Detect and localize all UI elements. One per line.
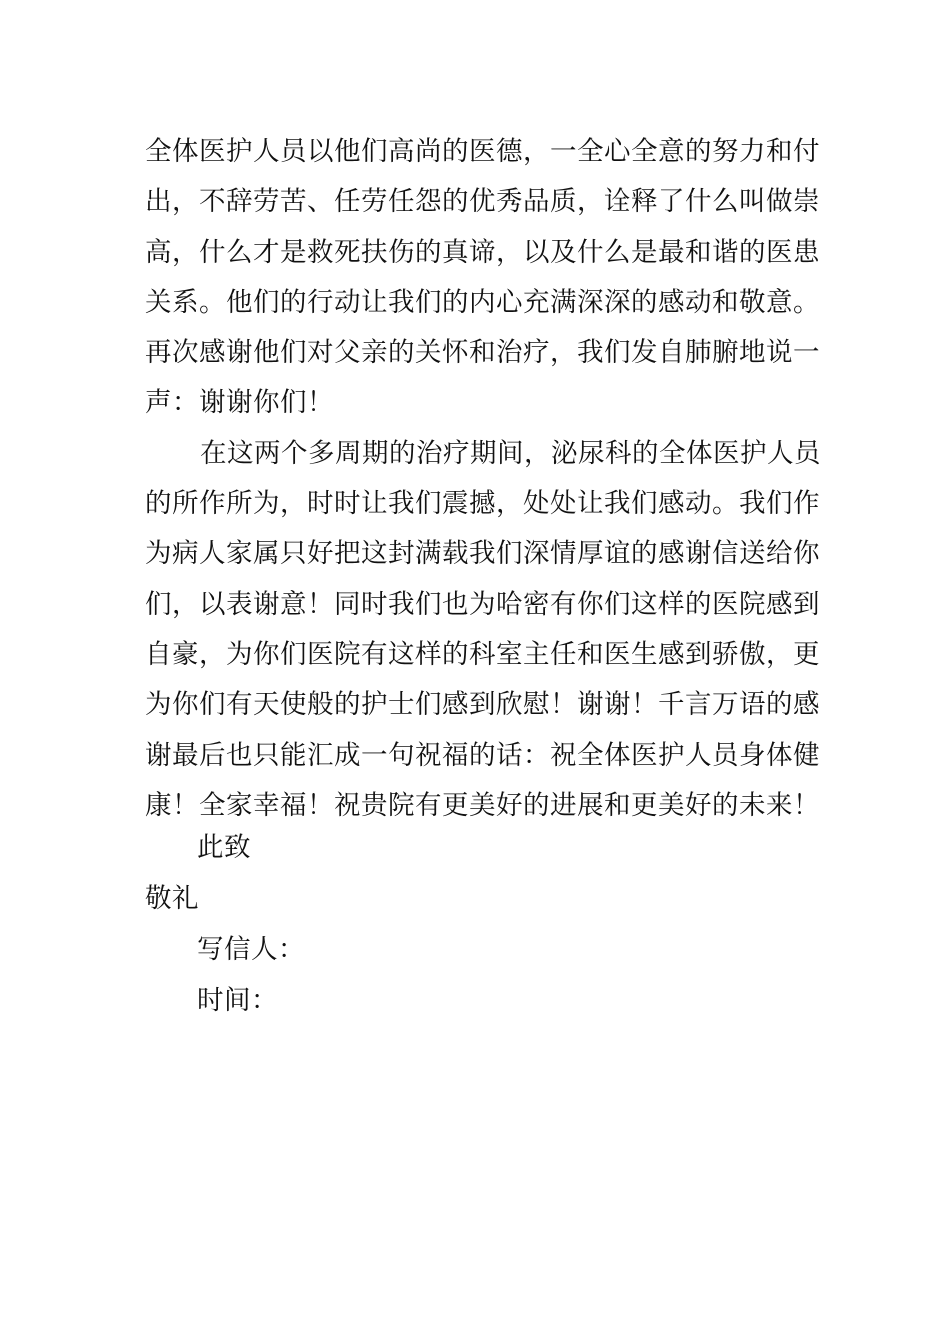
paragraph-1-line-1: 全体医护人员以他们高尚的医德，一全心全意的努力和付 [145, 136, 820, 167]
paragraph-2-line-3: 为病人家属只好把这封满载我们深情厚谊的感谢信送给你 [145, 538, 820, 570]
closing-salutation: 此致 [197, 832, 251, 863]
paragraph-2-line-2: 的所作所为，时时让我们震撼，处处让我们感动。我们作 [145, 488, 820, 520]
paragraph-2-line-4: 们，以表谢意！同时我们也为哈密有你们这样的医院感到 [145, 588, 820, 620]
paragraph-2-line-6: 为你们有天使般的护士们感到欣慰！谢谢！千言万语的感 [145, 689, 820, 721]
letter-body [145, 127, 821, 831]
paragraph-2-line-8: 康！全家幸福！祝贵院有更美好的进展和更美好的未来！ [145, 789, 820, 821]
paragraph-2-line-7: 谢最后也只能汇成一句祝福的话：祝全体医护人员身体健 [145, 739, 820, 771]
paragraph-2-line-5: 自豪，为你们医院有这样的科室主任和医生感到骄傲，更 [145, 638, 820, 670]
paragraph-2-line-1: 在这两个多周期的治疗期间，泌尿科的全体医护人员 [200, 437, 821, 469]
date-label: 时间： [197, 985, 278, 1016]
closing-regards: 敬礼 [145, 883, 199, 914]
paragraph-1-line-6: 声：谢谢你们！ [145, 387, 334, 419]
letter-closing [145, 822, 807, 1026]
paragraph-1-line-3: 高，什么才是救死扶伤的真谛，以及什么是最和谐的医患 [145, 236, 820, 268]
paragraph-1-line-5: 再次感谢他们对父亲的关怀和治疗，我们发自肺腑地说一 [145, 337, 820, 369]
paragraph-1-line-4: 关系。他们的行动让我们的内心充满深深的感动和敬意。 [145, 286, 820, 318]
signature-label: 写信人： [197, 934, 305, 965]
paragraph-1-line-2: 出，不辞劳苦、任劳任怨的优秀品质，诠释了什么叫做崇 [145, 186, 820, 218]
